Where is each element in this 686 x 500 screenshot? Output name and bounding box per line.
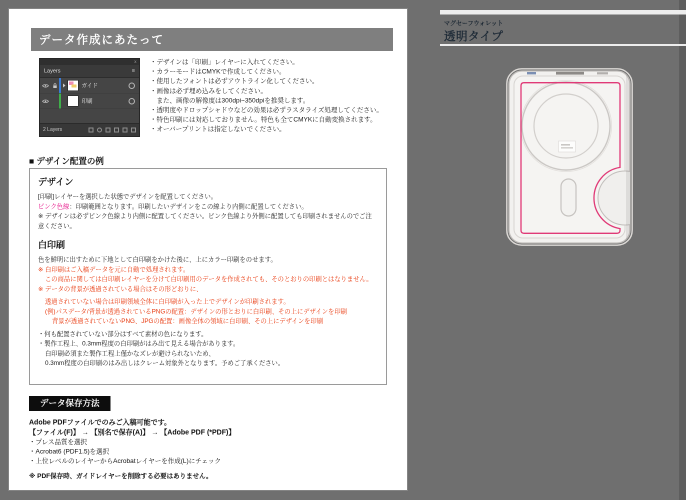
note-line: また、画像の解像度は300dpi~350dpiを推奨します。 [150, 96, 310, 104]
top-reflection-blue [527, 72, 536, 74]
header-rule-top [440, 10, 686, 15]
design-subheading: デザイン [38, 177, 74, 187]
top-reflection-gray [597, 72, 608, 74]
white-print-line: 白印刷必須また製作工程上僅かなズレが避けられないため、 [45, 349, 215, 357]
white-print-line: ※ 白印刷はご入稿データを元に自動で処理されます。 [38, 265, 190, 273]
layer-name: ガイド [81, 83, 98, 89]
white-print-line: (例)パスデータ/背景が透過されているPNGの配置：デザインの形とおりに白印刷、その上にデザインを印刷 [45, 307, 347, 315]
white-print-line: 色を鮮明に出すために下地として白印刷をかけた後に、上にカラー印刷をのせます。 [38, 256, 277, 263]
layer-row-print [40, 94, 139, 110]
eye-icon [40, 83, 51, 88]
new-sublayer-icon [114, 128, 119, 133]
design-example-heading: ■ デザイン配置の例 [29, 156, 104, 166]
document-page [8, 8, 408, 491]
target-circle-icon [129, 82, 136, 89]
note-line: ・カラーモードはCMYKで作成してください。 [150, 67, 286, 76]
save-line: ・プレス品質を選択 [29, 438, 88, 446]
close-icon: x [134, 59, 137, 64]
save-note: ※ PDF保存時、ガイドレイヤーを削除する必要はありません。 [29, 472, 213, 480]
white-print-line: この商品に関しては白印刷レイヤーを分けて白印刷用のデータを作成されても、そのとおりの印刷とはなりません。 [45, 275, 373, 283]
layers-panel-image [39, 58, 140, 137]
thumb-art-yellow [72, 85, 77, 88]
white-print-line: 背景が透過されていないPNG、JPGの配置：画像全体の領域に白印刷、その上にデザインを印刷 [52, 317, 324, 325]
white-print-line: 透過されていない場合は印刷領域全体に白印刷が入った上でデザインが印刷されます。 [45, 298, 290, 305]
trash-icon [131, 128, 136, 133]
save-line: ・上位レベルのレイヤーからAcrobatレイヤーを作成(L)にチェック [29, 457, 222, 465]
design-line: [印刷]レイヤーを選択した状態でデザインを配置してください。 [38, 193, 218, 200]
white-print-subheading: 白印刷 [38, 240, 65, 250]
mask-icon [106, 128, 111, 133]
product-category-label: マグセーフウォレット [444, 20, 504, 27]
top-reflection-dark [556, 72, 584, 75]
note-line: ・使用したフォントは必ずアウトライン化してください。 [150, 77, 319, 85]
save-line: ・Acrobat6 (PDF1.5)を選択 [29, 447, 110, 455]
layer-color-bar [59, 94, 61, 109]
design-example-box [29, 168, 387, 385]
panel-menu-icon: ≡ [131, 68, 135, 74]
layer-name: 印刷 [81, 98, 93, 105]
product-name: 透明タイプ [444, 29, 504, 43]
note-line: ・特色印刷には対応しておりません。特色も全てCMYKに自動変換されます。 [150, 115, 377, 124]
note-line: ・デザインは「印刷」レイヤーに入れてください。 [150, 58, 299, 66]
layers-tab-label: Layers [44, 68, 61, 74]
note-line: ・オーバープリントは指定しないでください。 [150, 125, 286, 133]
instruction-notes [150, 57, 400, 134]
design-line [38, 202, 378, 212]
page-edge-shadow [679, 0, 686, 500]
new-layer-icon [123, 128, 128, 133]
save-method-badge: データ保存方法 [29, 396, 111, 411]
layer-thumbnail-print [68, 96, 79, 107]
layer-thumbnail-guide [68, 80, 79, 91]
pink-line-label: ピンク色線 [38, 202, 70, 210]
save-method-lines [29, 417, 354, 480]
white-print-line: ※ データの背景が透過されている場合はその形どおりに、 [38, 285, 203, 293]
search-icon [97, 128, 102, 133]
right-edge-shade [626, 71, 630, 243]
collect-icon [89, 128, 94, 133]
save-line: 【ファイル(F)】 → 【別名で保存(A)】 → 【Adobe PDF (*PDF)】 [29, 428, 236, 436]
white-print-line: 0.3mm程度の白印刷のはみ出しはクレーム対象外となります。予めご了承ください。 [45, 359, 285, 367]
panel-action-icons [85, 128, 136, 133]
save-line: Adobe PDFファイルでのみご入稿可能です。 [29, 418, 172, 426]
layer-count: 2 Layers [43, 127, 63, 133]
lock-icon [51, 83, 59, 89]
white-print-line: ・何も配置されていない部分はすべて素材の色になります。 [38, 330, 208, 338]
label-mark [561, 147, 573, 149]
center-label [559, 141, 576, 152]
layer-row-guide [40, 78, 139, 94]
design-line: ※ デザインは必ずピンク色線より内側に配置してください。ピンク色線より外側に配置しても印刷されませんのでご注意ください。 [38, 212, 372, 230]
label-mark [561, 144, 570, 146]
pill-slot [561, 179, 576, 216]
pink-line-desc: ：印刷範囲となります。印刷したいデザインをこの線より内側に配置してください。 [69, 202, 308, 210]
layers-panel-statusbar [40, 123, 139, 136]
page-title: データ作成にあたって [31, 28, 393, 51]
eye-icon [40, 99, 51, 104]
note-line: ・画像は必ず埋め込みをしてください。 [150, 86, 268, 95]
header-rule-bottom [440, 44, 686, 46]
white-print-line: ・製作工程上、0.3mm程度の白印刷がはみ出て見える場合があります。 [38, 340, 240, 347]
thumb-cutout [598, 171, 650, 225]
note-line: ・透明度やドロップシャドウなどの効果は必ずラスタライズ処理してください。 [150, 106, 383, 114]
product-photo-transparent-wallet [480, 55, 650, 265]
layer-color-bar [59, 78, 61, 93]
expander-icon [63, 84, 66, 88]
target-circle-icon [129, 98, 136, 105]
layers-panel-tab [40, 65, 139, 78]
